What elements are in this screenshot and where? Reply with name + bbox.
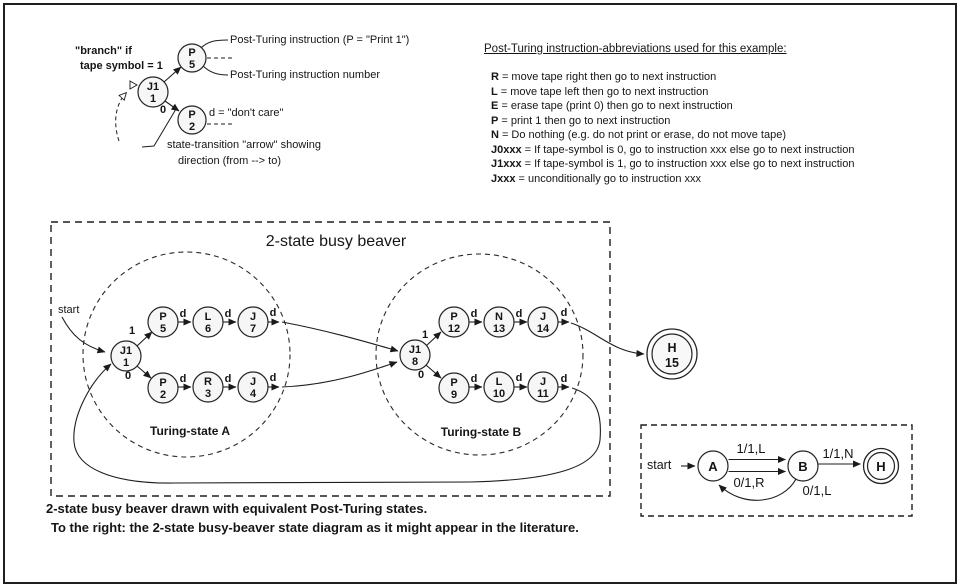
edge-label-d: d [470, 373, 478, 385]
legend-edge-j1-p5 [164, 67, 181, 82]
edge-j7-to-j1-8 [282, 322, 398, 351]
node-letter: H [876, 459, 886, 474]
edge-label-d: d [179, 373, 187, 385]
abbr-key: N [491, 129, 499, 141]
node-letter: J1 [119, 345, 133, 357]
abbr-key: J0xxx [491, 143, 522, 156]
edge-label-one: 1 [421, 329, 429, 341]
edge-label-one: 1 [128, 325, 136, 337]
abbreviation-item [491, 85, 854, 100]
edge-j1-1-to-p5 [137, 332, 152, 346]
node-letter: P [450, 377, 458, 389]
abbreviation-item [491, 70, 854, 85]
abbreviation-item [491, 143, 854, 158]
start-arrow [62, 317, 105, 352]
node-number: 2 [159, 389, 167, 401]
legend-node-p2-number: 2 [188, 121, 196, 133]
turing-state-a-label: Turing-state A [150, 424, 230, 438]
node-letter: J [539, 376, 547, 388]
legend-node-p5 [178, 44, 206, 72]
node-letter: J [249, 311, 257, 323]
edge-label-d: d [269, 307, 277, 319]
instruction-number-callout-label: Post-Turing instruction number [230, 69, 380, 81]
node-letter: L [204, 311, 212, 323]
edge-label-d: d [560, 373, 568, 385]
node-j-14 [528, 307, 558, 337]
node-number: 12 [447, 323, 461, 335]
sd-node-h [864, 449, 899, 484]
dont-care-label: d = "don't care" [209, 107, 284, 119]
node-j-7 [238, 307, 268, 337]
edge-label-d: d [515, 308, 523, 320]
caption-line2: To the right: the 2-state busy-beaver state diagram as it might appear in the literature. [51, 520, 579, 535]
busy-beaver-diagram [51, 222, 697, 496]
node-letter: J1 [408, 344, 422, 356]
edge-label-d: d [224, 308, 232, 320]
node-letter: H [667, 341, 677, 355]
node-letter: P [159, 311, 167, 323]
legend-edge-label-zero: 0 [159, 104, 167, 116]
abbr-desc: = move tape left then go to next instruction [500, 85, 709, 98]
transition-note-line2: direction (from --> to) [178, 155, 281, 167]
branch-pointer-dashed [116, 93, 126, 141]
node-p-2 [148, 373, 178, 403]
sd-start-label: start [647, 458, 672, 472]
sd-node-b [788, 451, 818, 481]
node-number: 5 [159, 323, 167, 335]
edge-label-d: d [515, 372, 523, 384]
node-number: 14 [536, 323, 550, 335]
legend-node-p2-letter: P [188, 109, 196, 121]
abbreviation-item [491, 128, 854, 143]
transition-note-line1: state-transition "arrow" showing [167, 139, 321, 151]
node-number: 6 [204, 323, 212, 335]
abbr-key: L [491, 85, 498, 98]
edge-j1-1-to-p2 [137, 366, 151, 378]
sd-label-1-1-L: 1/1,L [736, 441, 766, 456]
edge-label-zero: 0 [417, 369, 425, 381]
node-p-5 [148, 307, 178, 337]
node-number: 11 [537, 388, 549, 400]
legend-node-p5-number: 5 [188, 59, 196, 71]
abbr-desc: = print 1 then go to next instruction [501, 114, 671, 127]
node-halt-15 [647, 329, 697, 379]
legend-node-j1-letter: J1 [146, 81, 160, 93]
branch-note-line2: tape symbol = 1 [80, 60, 163, 72]
node-p-9 [439, 373, 469, 403]
node-number: 15 [665, 356, 679, 370]
abbr-desc: = If tape-symbol is 1, go to instruction xxx else go to next instruction [524, 158, 855, 170]
edge-label-d: d [224, 373, 232, 385]
edge-label-zero: 0 [124, 370, 132, 382]
node-letter: R [204, 376, 212, 388]
abbr-key: P [491, 114, 499, 127]
caption-line1: 2-state busy beaver drawn with equivalent Post-Turing states. [46, 501, 428, 516]
branch-pointer-arrowhead [130, 81, 137, 89]
abbreviation-item [491, 157, 854, 172]
node-n-13 [484, 307, 514, 337]
node-j1-1 [111, 341, 141, 371]
abbr-key: J1xxx [491, 158, 522, 170]
node-letter: B [798, 459, 808, 474]
instruction-callout-label: Post-Turing instruction (P = "Print 1") [230, 34, 410, 46]
node-letter: L [495, 376, 503, 388]
abbr-key: R [491, 71, 499, 83]
start-label: start [58, 304, 80, 316]
abbr-desc: = Do nothing (e.g. do not print or erase, do not move tape) [501, 129, 786, 141]
abbreviations-title: Post-Turing instruction-abbreviations used for this example: [484, 43, 787, 55]
edge-label-d: d [560, 307, 568, 319]
node-j-11 [528, 372, 558, 402]
edge-label-d: d [470, 308, 478, 320]
node-l-6 [193, 307, 223, 337]
legend-graphics [116, 40, 234, 147]
abbr-desc: = unconditionally go to instruction xxx [518, 172, 702, 185]
turing-state-b-label: Turing-state B [440, 425, 522, 439]
legend-edge-j1-p2 [165, 101, 179, 111]
node-number: 8 [411, 356, 419, 368]
abbreviation-item [491, 99, 854, 114]
node-letter: P [159, 377, 167, 389]
sd-node-a [698, 451, 728, 481]
node-p-12 [439, 307, 469, 337]
abbr-key: Jxxx [491, 172, 516, 185]
abbreviations-list [491, 70, 854, 186]
sd-label-0-1-R: 0/1,R [733, 475, 765, 490]
legend-node-p5-letter: P [188, 47, 196, 59]
node-number: 3 [204, 388, 212, 400]
legend-node-j1 [138, 77, 168, 107]
sd-label-0-1-L: 0/1,L [802, 483, 832, 498]
node-number: 10 [492, 388, 506, 400]
node-letter: J [249, 376, 257, 388]
node-j1-8 [400, 340, 430, 370]
abbreviation-item [491, 114, 854, 129]
legend-node-j1-number: 1 [149, 93, 157, 105]
node-l-10 [484, 372, 514, 402]
node-number: 7 [249, 323, 257, 335]
node-j-4 [238, 372, 268, 402]
node-letter: J [539, 311, 547, 323]
edge-j1-8-to-p9 [426, 365, 441, 378]
leader-line-instruction-number [202, 65, 228, 75]
node-letter: A [708, 459, 718, 474]
abbr-key: E [491, 100, 499, 112]
busy-beaver-box-title: 2-state busy beaver [265, 233, 407, 250]
abbr-desc: = If tape-symbol is 0, go to instruction xxx else go to next instruction [524, 143, 855, 156]
branch-note-line1: "branch" if [75, 45, 132, 57]
legend-node-p2 [178, 106, 206, 134]
node-number: 1 [122, 357, 130, 369]
edge-label-d: d [269, 372, 277, 384]
node-letter: N [495, 311, 503, 323]
node-number: 9 [450, 389, 458, 401]
node-number: 4 [249, 388, 257, 400]
sd-label-1-1-N: 1/1,N [822, 446, 854, 461]
literature-state-diagram [641, 425, 912, 516]
leader-line-instruction [201, 40, 228, 48]
edge-label-d: d [179, 308, 187, 320]
node-number: 13 [492, 323, 506, 335]
node-r-3 [193, 372, 223, 402]
abbreviation-item [491, 172, 854, 187]
node-letter: P [450, 311, 458, 323]
abbr-desc: = move tape right then go to next instruction [501, 71, 717, 83]
abbr-desc: = erase tape (print 0) then go to next instruction [501, 100, 733, 112]
edge-j1-8-to-p12 [426, 332, 441, 346]
